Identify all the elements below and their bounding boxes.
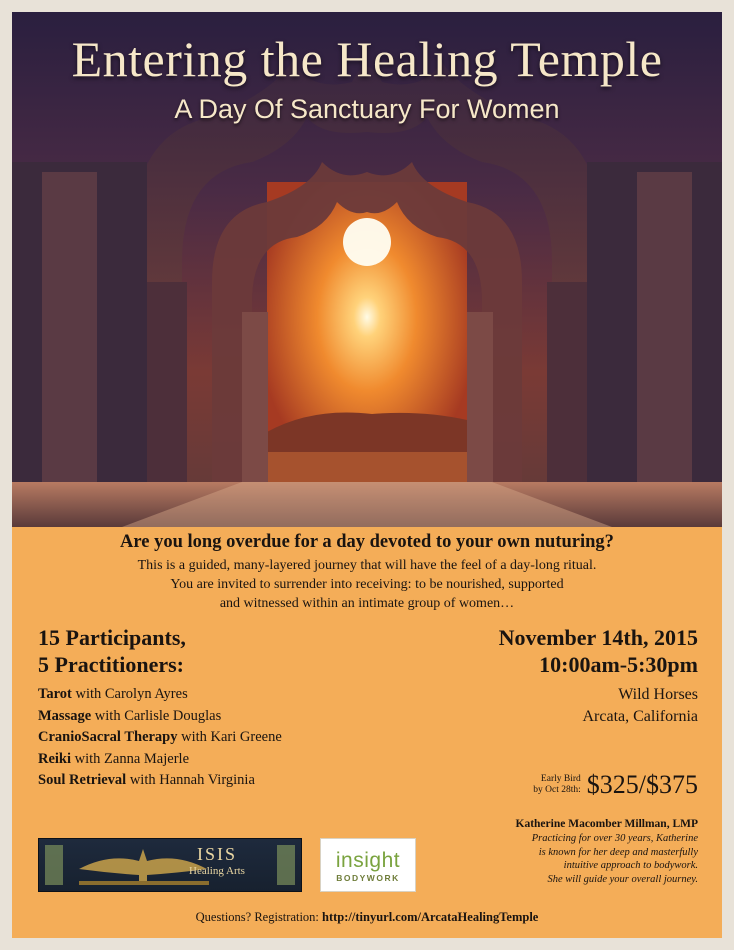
registration-link[interactable]: http://tinyurl.com/ArcataHealingTemple bbox=[322, 910, 539, 924]
winged-isis-icon bbox=[39, 839, 301, 891]
isis-wordmark bbox=[177, 844, 257, 877]
event-date: November 14th, 2015 bbox=[498, 625, 698, 650]
practitioner-name: with Kari Greene bbox=[177, 729, 282, 745]
intro-line: This is a guided, many-layered journey that will have the feel of a day-long ritual. bbox=[137, 558, 597, 573]
price: $325/$375 bbox=[586, 770, 698, 799]
poster-title: Entering the Healing Temple bbox=[71, 31, 663, 87]
facilitator-bio bbox=[428, 816, 698, 886]
event-details bbox=[368, 624, 698, 728]
bio-line: She will guide your overall journey. bbox=[547, 873, 698, 885]
registration-label: Questions? Registration: bbox=[195, 910, 323, 924]
practitioners-count: 5 Practitioners: bbox=[38, 652, 184, 677]
poster-subtitle: A Day Of Sanctuary For Women bbox=[174, 94, 560, 124]
early-bird-line: Early Bird bbox=[540, 774, 581, 784]
bio-line: Practicing for over 30 years, Katherine bbox=[531, 833, 698, 844]
insight-bodywork-logo bbox=[320, 838, 416, 892]
temple-arches-illustration bbox=[12, 12, 722, 527]
bio-line: is known for her deep and masterfully bbox=[538, 846, 698, 858]
modality: Massage bbox=[38, 707, 92, 724]
event-venue: Wild Horses bbox=[618, 686, 698, 703]
modality: Soul Retrieval bbox=[38, 772, 127, 788]
early-bird-deadline: by Oct 28th: bbox=[533, 785, 581, 795]
event-time: 10:00am-5:30pm bbox=[539, 652, 698, 677]
modality: CranioSacral Therapy bbox=[38, 729, 178, 745]
modality: Reiki bbox=[38, 750, 72, 767]
bio-line: intuitive approach to bodywork. bbox=[563, 860, 698, 871]
insight-subtitle: BODYWORK bbox=[336, 873, 400, 883]
practitioner-list bbox=[38, 684, 398, 792]
practitioner-item bbox=[38, 770, 398, 792]
practitioner-item bbox=[38, 684, 398, 706]
practitioner-name: with Hannah Virginia bbox=[126, 772, 255, 788]
practitioner-item bbox=[38, 706, 398, 728]
headline: Are you long overdue for a day devoted to your own nuturing? bbox=[120, 532, 614, 552]
intro-text bbox=[12, 556, 722, 613]
intro-line: You are invited to surrender into receiving: to be nourished, supported bbox=[170, 577, 564, 592]
modality: Tarot bbox=[38, 686, 72, 702]
event-city: Arcata, California bbox=[582, 708, 698, 725]
isis-healing-arts-logo bbox=[38, 838, 302, 892]
practitioner-item bbox=[38, 749, 398, 771]
insight-wordmark: insight bbox=[335, 849, 401, 872]
participants-count: 15 Participants, bbox=[38, 625, 186, 650]
early-bird-label bbox=[533, 774, 581, 796]
pricing bbox=[533, 770, 698, 800]
facilitator-name: Katherine Macomber Millman, LMP bbox=[515, 818, 698, 830]
flyer bbox=[12, 12, 722, 938]
participants-section bbox=[38, 624, 398, 792]
practitioner-name: with Carolyn Ayres bbox=[71, 686, 188, 702]
practitioner-name: with Zanna Majerle bbox=[71, 750, 189, 767]
intro-line: and witnessed within an intimate group of women… bbox=[219, 596, 515, 611]
practitioner-name: with Carlisle Douglas bbox=[91, 707, 222, 724]
registration-footer bbox=[12, 910, 722, 925]
practitioner-item bbox=[38, 727, 398, 749]
isis-subtitle: Healing Arts bbox=[189, 865, 245, 877]
hero-image bbox=[12, 12, 722, 527]
isis-name: ISIS bbox=[196, 844, 237, 864]
